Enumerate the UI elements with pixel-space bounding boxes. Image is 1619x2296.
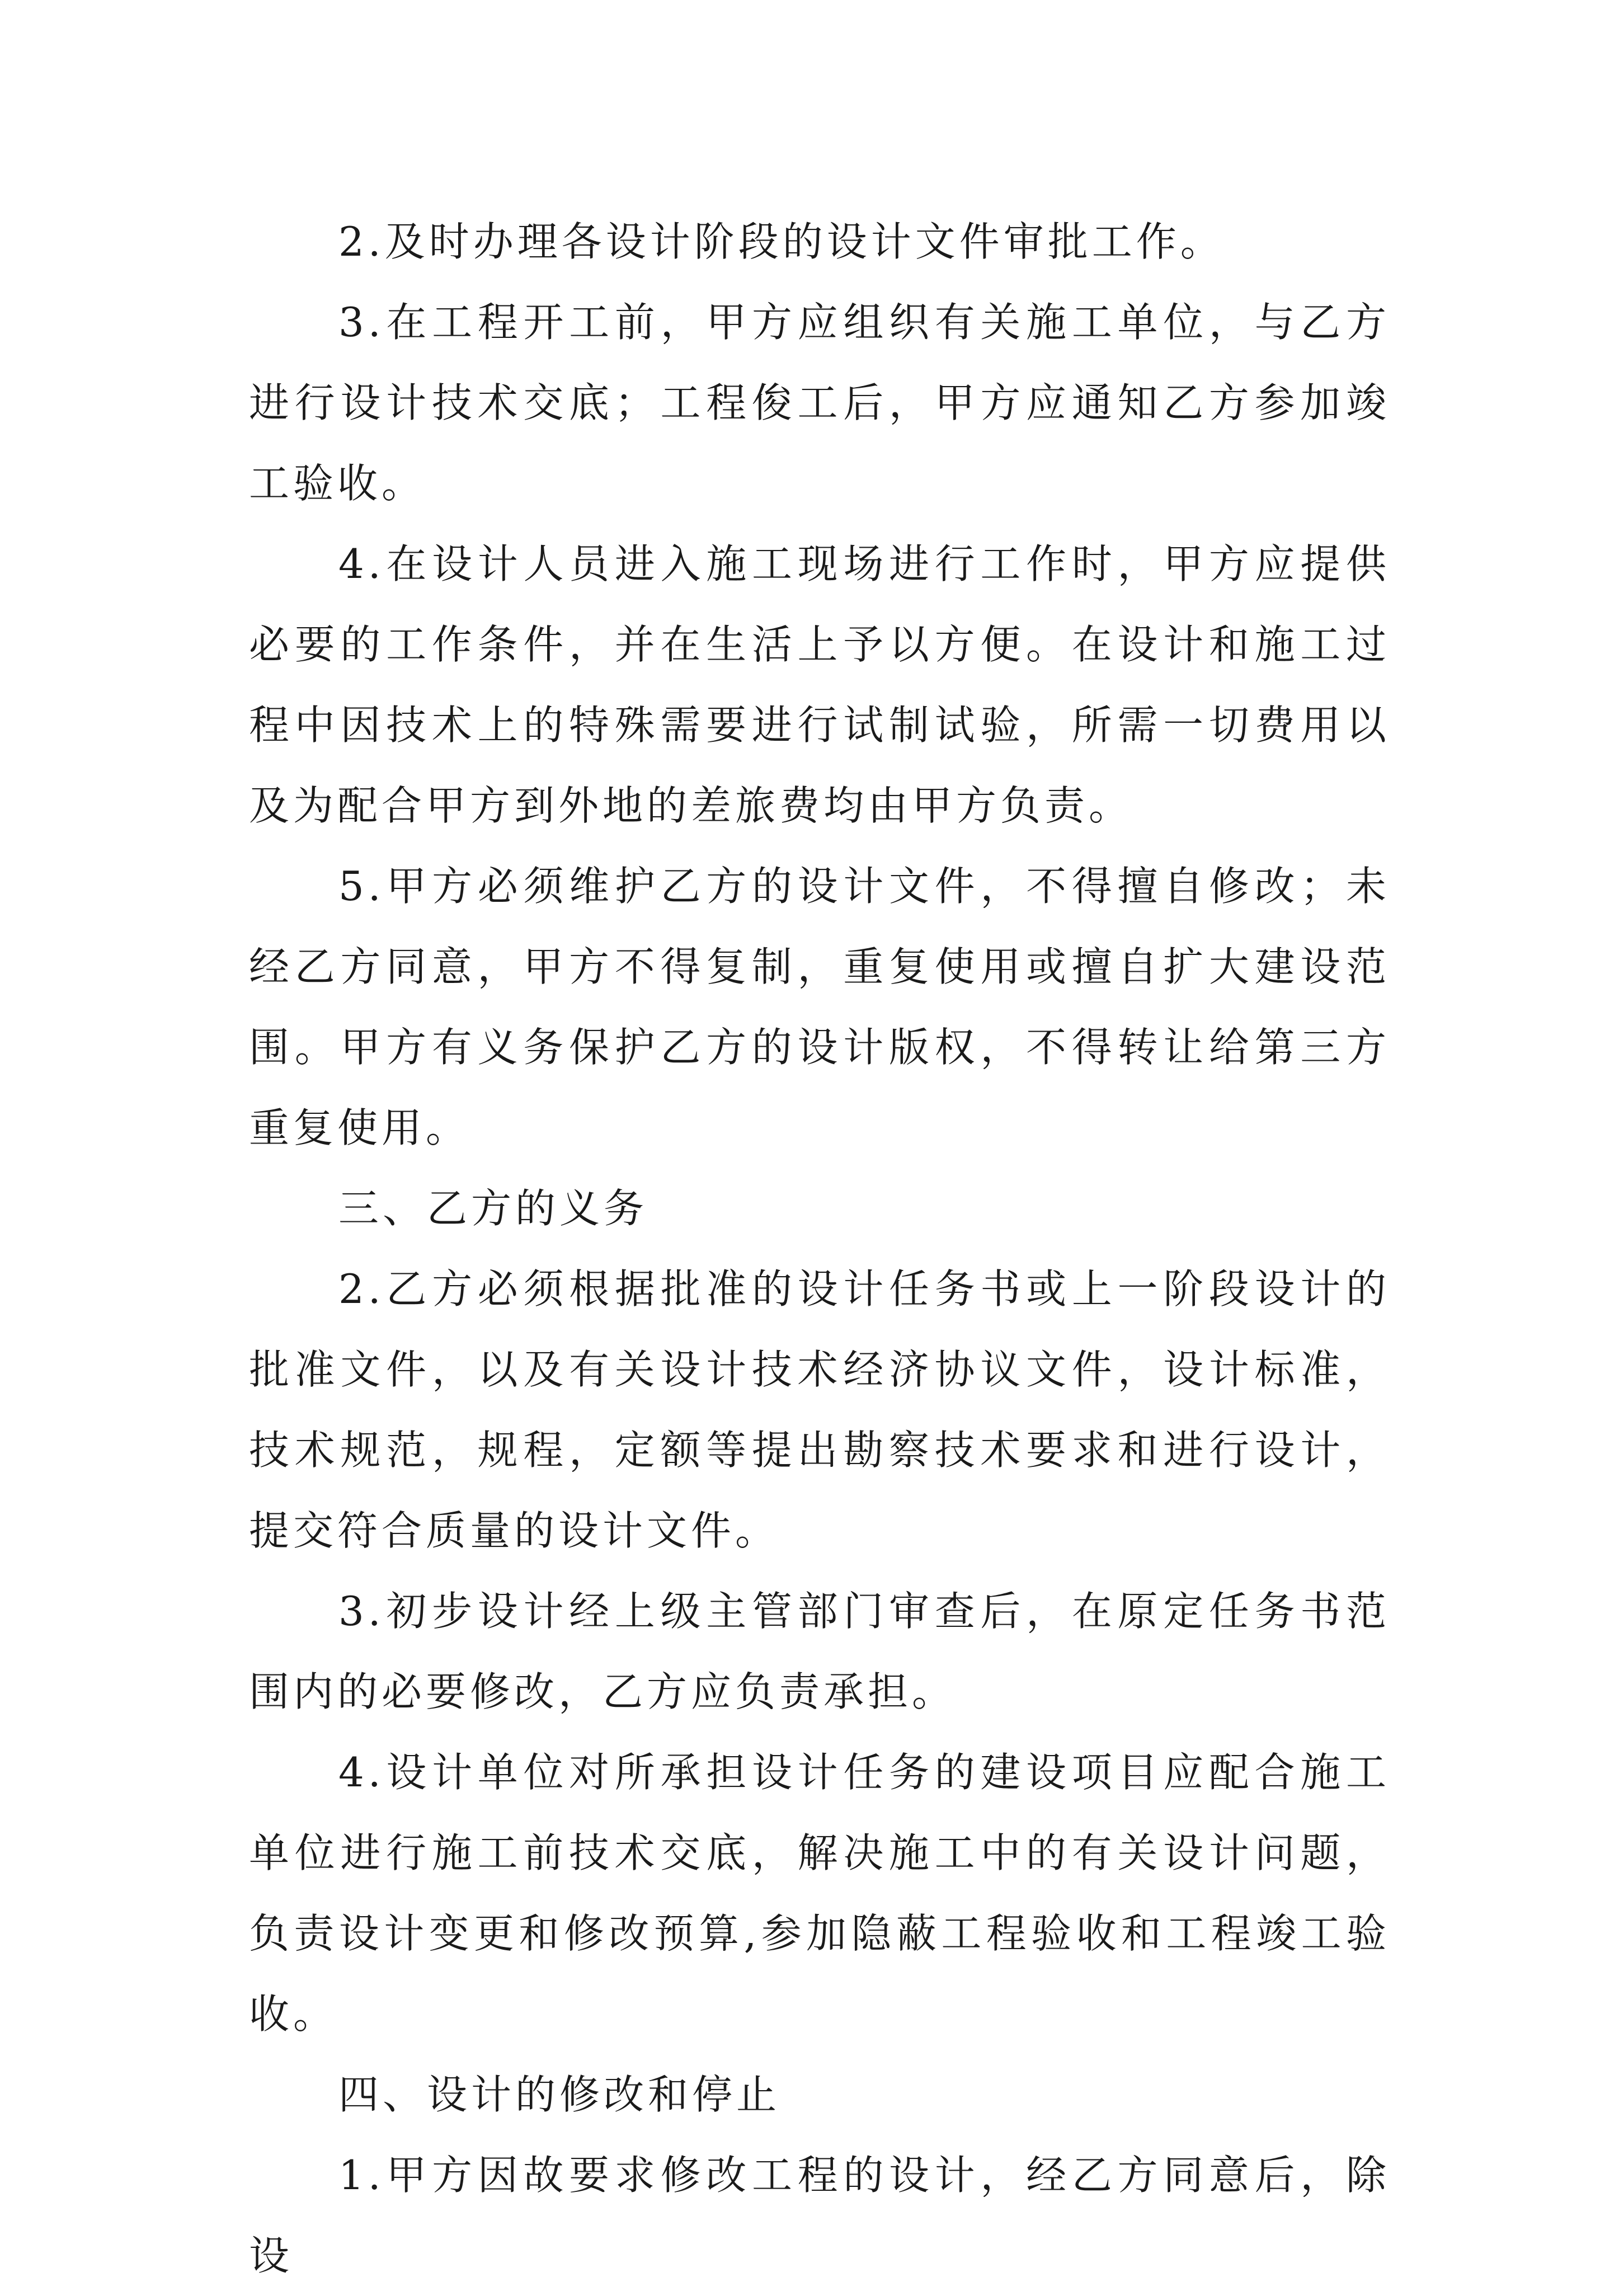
paragraph-site-conditions: 4.在设计人员进入施工现场进行工作时，甲方应提供必要的工作条件，并在生活上予以方便。在设计和施工过程中因技术上的特殊需要进行试制试验，所需一切费用以及为配合甲方到外地的差旅费均由甲方负责。	[249, 540, 1390, 829]
paragraph-design-handover: 3.在工程开工前，甲方应组织有关施工单位，与乙方进行设计技术交底；工程俊工后，甲方应通知乙方参加竣工验收。	[249, 299, 1390, 507]
section-heading-design-changes: 四、设计的修改和停止	[338, 2071, 781, 2118]
paragraph-copyright: 5.甲方必须维护乙方的设计文件，不得擅自修改；未经乙方同意，甲方不得复制，重复使用或擅自扩大建设范围。甲方有义务保护乙方的设计版权，不得转让给第三方重复使用。	[249, 863, 1390, 1151]
paragraph-preliminary-design: 3.初步设计经上级主管部门审查后，在原定任务书范围内的必要修改，乙方应负责承担。	[249, 1588, 1390, 1715]
paragraph-modification-request: 1.甲方因故要求修改工程的设计，经乙方同意后，除设	[249, 2152, 1390, 2279]
section-heading-party-b-obligations: 三、乙方的义务	[338, 1185, 648, 1232]
paragraph-approval: 2.及时办理各设计阶段的设计文件审批工作。	[338, 218, 1225, 265]
paragraph-construction-cooperation: 4.设计单位对所承担设计任务的建设项目应配合施工单位进行施工前技术交底，解决施工中的有关设计问题，负责设计变更和修改预算,参加隐蔽工程验收和工程竣工验收。	[249, 1749, 1390, 2038]
paragraph-design-basis: 2.乙方必须根据批准的设计任务书或上一阶段设计的批准文件，以及有关设计技术经济协议文件，设计标准，技术规范，规程，定额等提出勘察技术要求和进行设计，提交符合质量的设计文件。	[249, 1265, 1390, 1554]
document-body	[249, 201, 1390, 2296]
